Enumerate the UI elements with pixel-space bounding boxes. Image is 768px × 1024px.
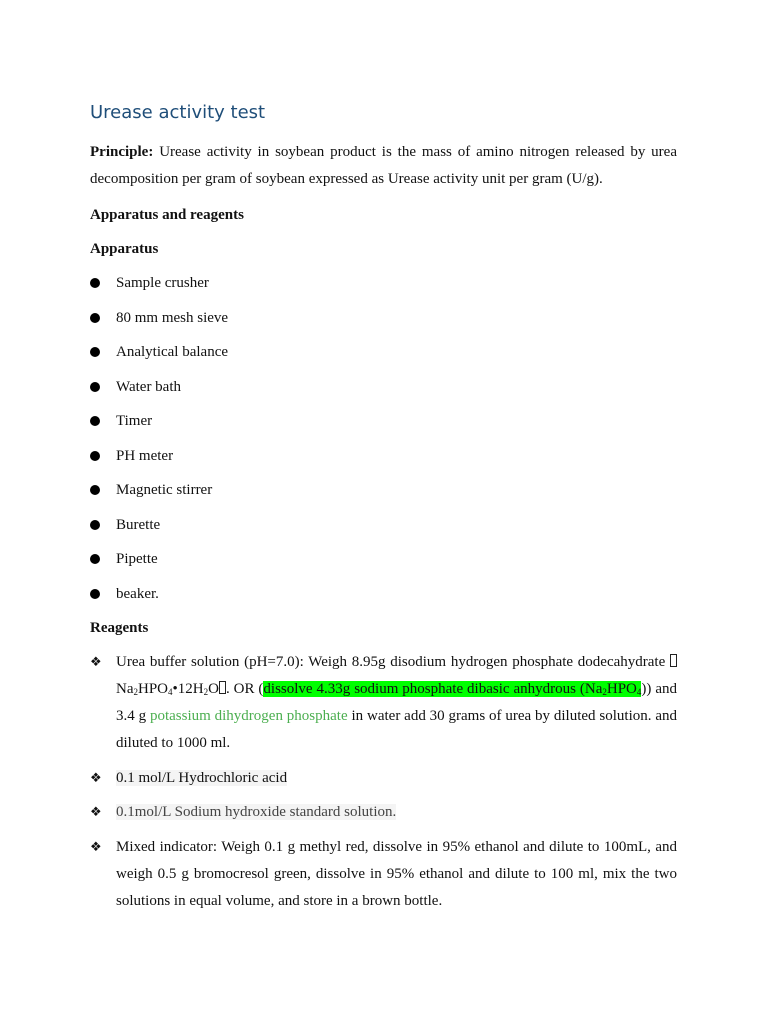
formula-subscript: 2 xyxy=(133,687,138,697)
bullet-icon xyxy=(90,520,100,530)
formula-text: •12H xyxy=(172,681,204,697)
formula-subscript: 2 xyxy=(602,687,607,697)
bullet-icon xyxy=(90,416,100,426)
highlighted-text-body: dissolve 4.33g sodium phosphate dibasic anhydrous (Na xyxy=(263,681,603,697)
list-item-text: Water bath xyxy=(116,378,182,395)
list-item-text: Magnetic stirrer xyxy=(116,482,213,498)
reagent-text: Urea buffer solution (pH=7.0): Weigh 8.95g disodium hydrogen phosphate dodecahydrate xyxy=(116,654,670,670)
highlighted-text xyxy=(263,681,641,697)
list-item xyxy=(90,512,677,539)
reagent-item-urea-buffer xyxy=(90,649,677,757)
bullet-icon xyxy=(90,554,100,564)
list-item-text: Analytical balance xyxy=(116,344,229,360)
bullet-icon xyxy=(90,347,100,357)
list-item-text: 80 mm mesh sieve xyxy=(116,309,229,326)
list-item xyxy=(90,546,677,573)
reagent-text: in water add 30 grams of urea by diluted solution. and diluted to 1000 ml. xyxy=(116,708,677,751)
formula-text: HPO xyxy=(606,681,637,697)
section-heading-apparatus-and-reagents: Apparatus and reagents xyxy=(90,207,244,223)
list-item xyxy=(90,443,677,470)
list-item-text: Sample crusher xyxy=(116,275,209,291)
missing-glyph-icon xyxy=(219,681,226,694)
formula-text: HPO xyxy=(138,681,169,697)
formula-text: Na xyxy=(116,681,134,697)
reagent-text: 0.1 mol/L Hydrochloric acid xyxy=(116,769,288,786)
diamond-bullet-icon: ❖ xyxy=(90,805,102,820)
formula-subscript: 4 xyxy=(636,687,642,697)
bullet-icon xyxy=(90,382,100,392)
list-item-text: Pipette xyxy=(116,551,158,567)
section-heading-apparatus: Apparatus xyxy=(90,241,159,257)
reagent-item-mixed-indicator xyxy=(90,834,677,915)
missing-glyph-icon xyxy=(670,654,677,667)
list-item-text: PH meter xyxy=(116,447,174,464)
list-item xyxy=(90,339,677,366)
reagent-text: . OR ( xyxy=(225,681,264,697)
diamond-bullet-icon: ❖ xyxy=(90,770,102,786)
reagents-list xyxy=(90,649,677,915)
principle-label: Principle: xyxy=(90,144,154,160)
list-item xyxy=(90,408,677,435)
apparatus-list xyxy=(90,270,677,608)
reagent-item-sodium-hydroxide xyxy=(90,799,677,826)
bullet-icon xyxy=(90,451,100,461)
list-item-text: beaker. xyxy=(116,585,159,602)
bullet-icon xyxy=(90,313,100,323)
document-body xyxy=(90,99,677,922)
reagent-text: Mixed indicator: Weigh 0.1 g methyl red, dissolve in 95% ethanol and dilute to 100mL, and weigh 0.5 g bromocresol green, dissolve in 95% ethanol and dilute to 100 ml, mix the two solutions in equal volume, and store in a brown bottle. xyxy=(116,838,677,909)
green-colored-text: potassium dihydrogen phosphate xyxy=(149,708,348,724)
diamond-bullet-icon: ❖ xyxy=(90,655,102,670)
list-item-text: Burette xyxy=(116,516,161,533)
bullet-icon xyxy=(90,278,100,288)
list-item xyxy=(90,581,677,608)
page-title: Urease activity test xyxy=(90,102,266,123)
bullet-icon xyxy=(90,485,100,495)
reagent-text: and 3.4 g xyxy=(116,681,677,724)
diamond-bullet-icon: ❖ xyxy=(90,839,102,855)
bullet-icon xyxy=(90,589,100,599)
formula-text: O xyxy=(208,681,219,697)
list-item xyxy=(90,477,677,504)
principle-paragraph xyxy=(90,139,677,193)
list-item xyxy=(90,305,677,332)
reagent-item-hydrochloric-acid xyxy=(90,765,677,792)
list-item xyxy=(90,270,677,297)
list-item-text: Timer xyxy=(116,413,153,429)
reagent-text: 0.1mol/L Sodium hydroxide standard solution. xyxy=(116,804,397,820)
formula-subscript: 2 xyxy=(203,687,209,697)
formula-subscript: 4 xyxy=(168,687,173,697)
reagent-text: )) xyxy=(641,681,652,697)
section-heading-reagents: Reagents xyxy=(90,620,149,636)
list-item xyxy=(90,374,677,401)
principle-text: Urease activity in soybean product is the mass of amino nitrogen released by urea decomposition per gram of soybean expressed as Urease activity unit per gram (U/g). xyxy=(90,144,677,187)
